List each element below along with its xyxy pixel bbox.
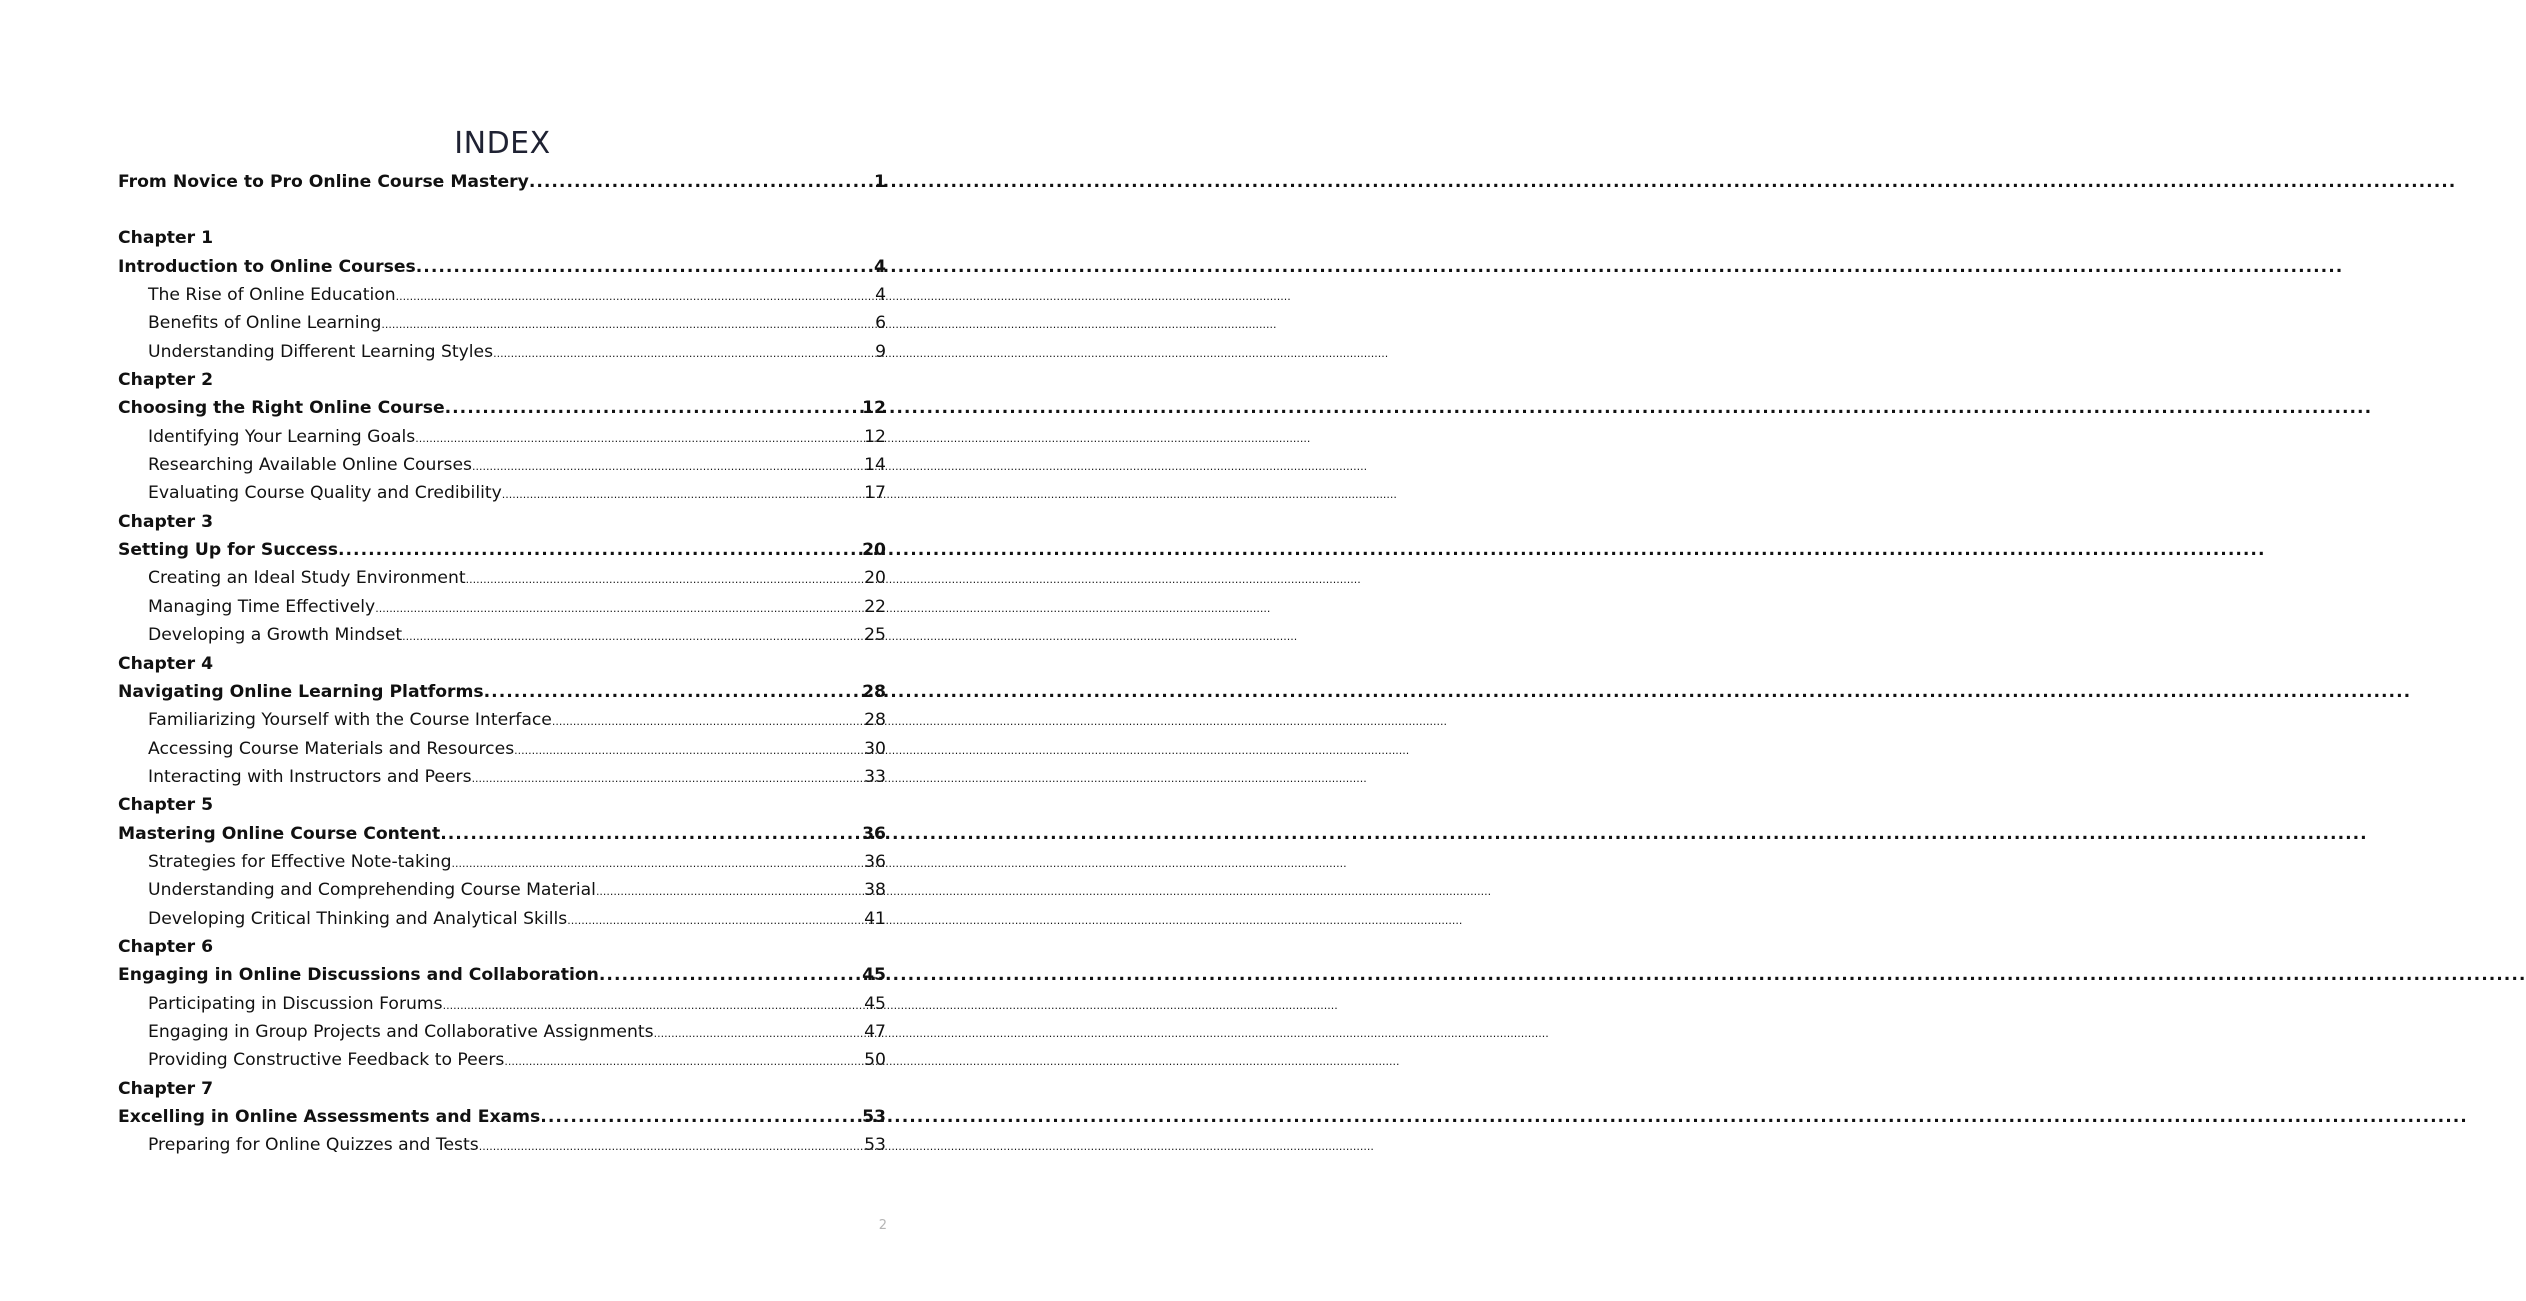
toc-entry-label: Researching Available Online Courses (148, 455, 473, 476)
toc-section-entry[interactable] (118, 848, 886, 876)
toc-page-number: 33 (864, 766, 886, 787)
dot-leader (402, 623, 864, 651)
toc-entry-label: Preparing for Online Quizzes and Tests (148, 1135, 479, 1156)
toc-section-entry[interactable] (118, 338, 886, 366)
chapter-label: Chapter 6 (118, 936, 214, 957)
toc-page-number: 38 (864, 880, 886, 901)
dot-leader (466, 566, 865, 594)
toc-page-number: 41 (864, 908, 886, 929)
dot-leader (596, 878, 864, 906)
dot-leader (654, 1020, 865, 1048)
dot-leader (502, 481, 864, 509)
toc-page-number: 36 (862, 823, 886, 844)
toc-section-entry[interactable] (118, 1018, 886, 1046)
toc-section-entry[interactable] (118, 905, 886, 933)
dot-leader (479, 1133, 864, 1161)
dot-leader (396, 283, 875, 311)
dot-leader (472, 765, 865, 793)
dot-leader (440, 820, 862, 848)
dot-leader (552, 708, 864, 736)
toc-entry-label: Excelling in Online Assessments and Exams (118, 1107, 541, 1127)
toc-page-number: 12 (862, 398, 886, 419)
toc-section-entry[interactable] (118, 763, 886, 791)
toc-chapter-entry[interactable] (118, 820, 886, 848)
toc-entry-label: Identifying Your Learning Goals (148, 426, 416, 447)
toc-chapter-entry[interactable] (118, 1103, 886, 1131)
toc-page-number: 12 (864, 426, 886, 447)
toc-chapter-entry[interactable] (118, 678, 886, 706)
toc-entry-label: Accessing Course Materials and Resources (148, 738, 515, 759)
toc-entry-label: Understanding and Comprehending Course Material (148, 880, 596, 901)
toc-entry-label: Choosing the Right Online Course (118, 398, 445, 419)
toc-entry-label: Benefits of Online Learning (148, 313, 382, 334)
dot-leader (599, 961, 862, 989)
toc-page-number: 6 (875, 313, 886, 334)
dot-leader (567, 907, 864, 935)
chapter-label: Chapter 3 (118, 511, 214, 532)
toc-entry-label: Creating an Ideal Study Environment (148, 568, 466, 589)
chapter-heading (118, 650, 886, 678)
toc-entry-label: Developing a Growth Mindset (148, 625, 403, 646)
dot-leader (416, 253, 874, 281)
toc-entry-label: Developing Critical Thinking and Analytical Skills (148, 908, 568, 929)
toc-entry-label: Participating in Discussion Forums (148, 993, 443, 1014)
toc-entry-label: Engaging in Group Projects and Collaborative Assignments (148, 1021, 654, 1042)
toc-entry-label: Strategies for Effective Note-taking (148, 851, 452, 872)
toc-page-number: 22 (864, 596, 886, 617)
dot-leader (415, 425, 864, 453)
chapter-label: Chapter 2 (118, 370, 214, 391)
dot-leader (445, 394, 862, 422)
dot-leader (540, 1103, 862, 1131)
page-title: INDEX (454, 126, 551, 161)
toc-page-number: 1 (874, 172, 886, 192)
toc-section-entry[interactable] (118, 564, 886, 592)
chapter-heading (118, 791, 886, 819)
toc-entry-label: Setting Up for Success (118, 540, 338, 561)
toc-chapter-entry[interactable] (118, 961, 886, 989)
toc-section-entry[interactable] (118, 1131, 886, 1159)
chapter-heading (118, 933, 886, 961)
toc-page-number: 14 (864, 455, 886, 476)
toc-page-number: 4 (874, 256, 886, 277)
toc-section-entry[interactable] (118, 593, 886, 621)
toc-section-entry[interactable] (118, 423, 886, 451)
toc-entry-label: Familiarizing Yourself with the Course Interface (148, 710, 552, 731)
dot-leader (443, 992, 865, 1020)
toc-entry-label: Managing Time Effectively (148, 596, 376, 617)
toc-entry-label: Engaging in Online Discussions and Collaboration (118, 965, 599, 986)
toc-section-entry[interactable] (118, 621, 886, 649)
toc-section-entry[interactable] (118, 990, 886, 1018)
dot-leader (504, 1048, 864, 1076)
toc-entry-label: From Novice to Pro Online Course Mastery (118, 172, 529, 192)
dot-leader (451, 850, 864, 878)
dot-leader (375, 595, 864, 623)
toc-page-number: 30 (864, 738, 886, 759)
chapter-label: Chapter 4 (118, 653, 214, 674)
toc-entry-label: The Rise of Online Education (148, 285, 396, 306)
dot-leader (514, 737, 864, 765)
toc-page-number: 28 (862, 681, 886, 702)
toc-page-number: 9 (875, 341, 886, 362)
chapter-label: Chapter 7 (118, 1078, 214, 1099)
toc-entry-label: Mastering Online Course Content (118, 823, 441, 844)
chapter-label: Chapter 5 (118, 795, 214, 816)
toc-section-entry[interactable] (118, 281, 886, 309)
toc-page-number: 50 (864, 1050, 886, 1071)
toc-page-number: 53 (864, 1135, 886, 1156)
chapter-label: Chapter 1 (118, 228, 214, 249)
footer-page-number: 2 (878, 1218, 887, 1233)
toc-page-number: 47 (864, 1021, 886, 1042)
toc-page-number: 4 (875, 285, 886, 306)
chapter-list (118, 224, 886, 1159)
toc-book-entry[interactable] (118, 168, 886, 196)
chapter-heading (118, 1075, 886, 1103)
dot-leader (381, 311, 875, 339)
toc-section-entry[interactable] (118, 479, 886, 507)
chapter-heading (118, 508, 886, 536)
toc-section-entry[interactable] (118, 309, 886, 337)
toc-page-number: 25 (864, 625, 886, 646)
toc-section-entry[interactable] (118, 1046, 886, 1074)
toc-chapter-entry[interactable] (118, 253, 886, 281)
toc-page-number: 20 (862, 540, 886, 561)
dot-leader (338, 536, 862, 564)
toc-page-number: 17 (864, 483, 886, 504)
toc-entry-label: Understanding Different Learning Styles (148, 341, 494, 362)
chapter-heading (118, 224, 886, 252)
toc-chapter-entry[interactable] (118, 394, 886, 422)
dot-leader (493, 340, 875, 368)
toc-page-number: 45 (862, 965, 886, 986)
toc-section-entry[interactable] (118, 735, 886, 763)
dot-leader (529, 168, 874, 196)
toc-chapter-entry[interactable] (118, 536, 886, 564)
toc-page-number: 28 (864, 710, 886, 731)
dot-leader (472, 453, 864, 481)
toc-page-number: 20 (864, 568, 886, 589)
toc-page-number: 45 (864, 993, 886, 1014)
toc-entry-label: Introduction to Online Courses (118, 256, 416, 277)
toc-entry-label: Providing Constructive Feedback to Peers (148, 1050, 505, 1071)
toc-page-number: 53 (862, 1107, 886, 1127)
dot-leader (484, 678, 862, 706)
toc-page-number: 36 (864, 851, 886, 872)
chapter-heading (118, 366, 886, 394)
toc-entry-label: Interacting with Instructors and Peers (148, 766, 472, 787)
toc-section-entry[interactable] (118, 451, 886, 479)
toc-entry-label: Evaluating Course Quality and Credibility (148, 483, 502, 504)
toc-section-entry[interactable] (118, 706, 886, 734)
table-of-contents (118, 168, 886, 1160)
toc-section-entry[interactable] (118, 876, 886, 904)
toc-entry-label: Navigating Online Learning Platforms (118, 681, 484, 702)
